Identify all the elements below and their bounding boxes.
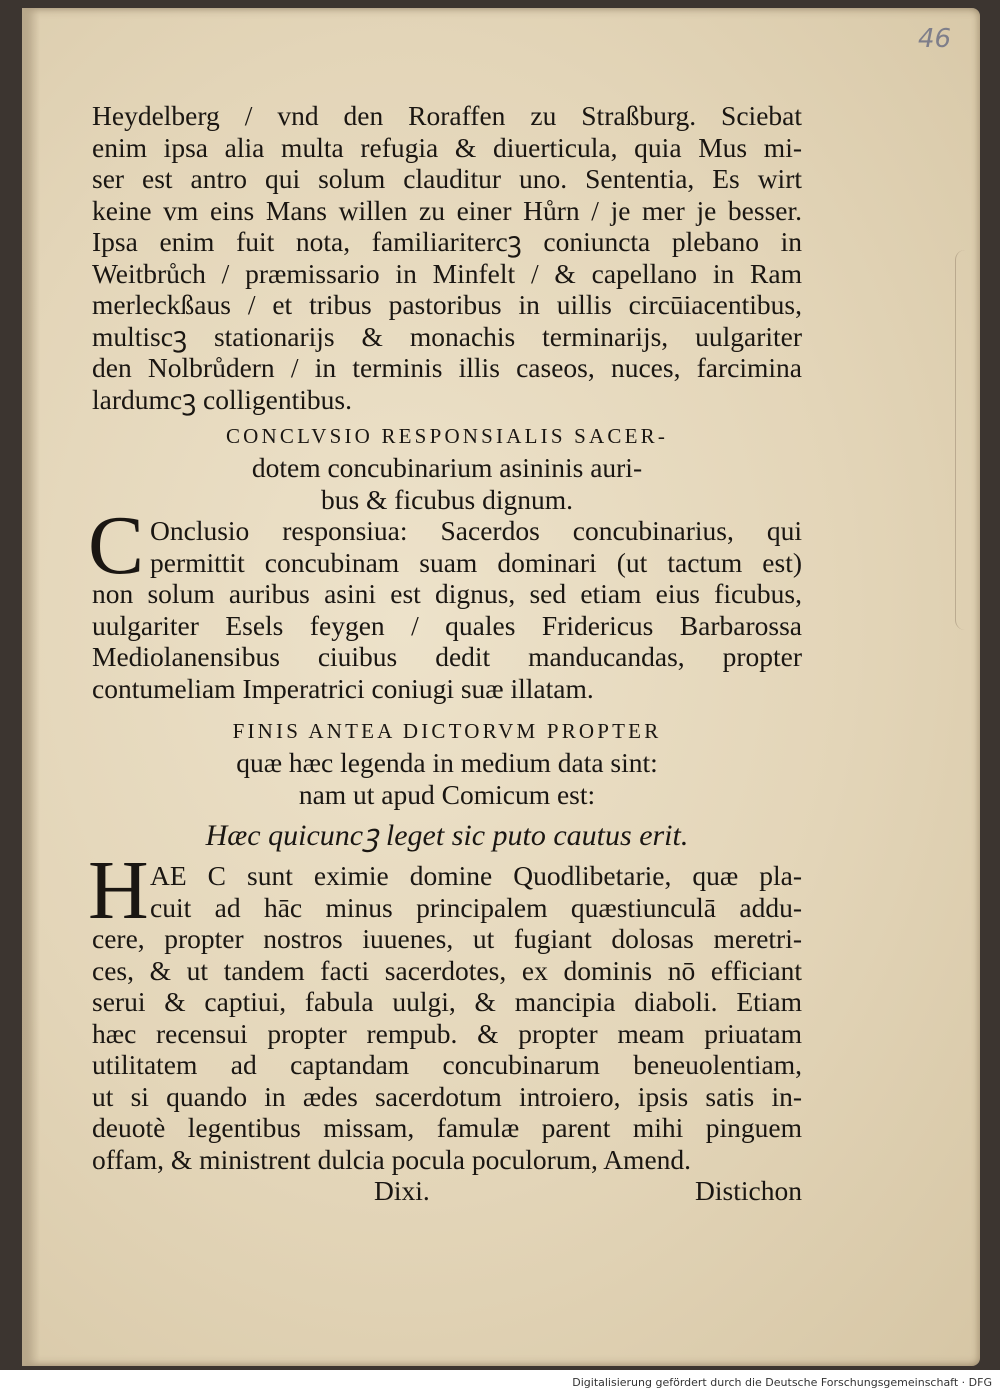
page-edge-mark [955, 250, 976, 630]
text-line: Weitbrůch / præmissario in Minfelt / & capellano in Ram [92, 257, 802, 289]
paragraph-1 [92, 100, 802, 415]
text-line: Ipsa enim fuit nota, familiaritercꝫ coniuncta plebano in [92, 226, 802, 257]
text-line: permittit concubinam suam dominari (ut tactum est) [150, 546, 802, 578]
page-text [88, 100, 802, 1209]
text-line: ut si quando in ædes sacerdotum introiero, ipsis satis in- [92, 1080, 802, 1112]
text-line: keine vm eins Mans willen zu einer Hůrn / je mer je besser. [92, 194, 802, 226]
signoff-line [92, 1175, 802, 1209]
text-line-last: offam, & ministrent dulcia pocula poculorum, Amend. [92, 1143, 692, 1175]
text-line-last: lardumcꝫ colligentibus. [92, 383, 352, 415]
heading-line: nam ut apud Comicum est: [298, 778, 596, 810]
footer-bar [0, 1370, 1000, 1395]
italic-motto: Hæc quicuncꝫ leget sic puto cautus erit. [205, 819, 689, 852]
text-line: cuit ad hāc minus principalem quæstiunculā addu- [150, 891, 802, 923]
heading-line: bus & ficubus dignum. [320, 483, 574, 515]
page-gutter-shadow [22, 8, 40, 1366]
text-line: Heydelberg / vnd den Roraffen zu Straßburg. Sciebat [92, 100, 802, 131]
folio-number: 46 [918, 24, 952, 54]
text-line: AE C sunt eximie domine Quodlibetarie, quæ pla- [150, 860, 802, 891]
text-line: merleckßaus / et tribus pastoribus in uillis circūiacentibus, [92, 289, 802, 320]
text-line: Mediolanensibus ciuibus dedit manducandas, propter [92, 641, 802, 672]
text-line: utilitatem ad captandam concubinarum beneuolentiam, [92, 1049, 802, 1080]
section-heading-1 [92, 421, 802, 515]
text-line: ser est antro qui solum clauditur uno. Sententia, Es wirt [92, 163, 802, 194]
text-line: deuotè legentibus missam, famulæ parent mihi pinguem [92, 1112, 802, 1143]
text-line: den Nolbrůdern / in terminis illis caseos, nuces, farcimina [92, 352, 802, 383]
text-line: Onclusio responsiua: Sacerdos concubinarius, qui [150, 515, 802, 546]
section-heading-2 [92, 716, 802, 810]
text-line: uulgariter Esels feygen / quales Fridericus Barbarossa [92, 609, 802, 641]
text-line: enim ipsa alia multa refugia & diuerticula, quia Mus mi- [92, 131, 802, 163]
catchword: Distichon [695, 1175, 802, 1206]
text-line: serui & captiui, fabula uulgi, & mancipia diaboli. Etiam [92, 986, 802, 1017]
drop-cap: H [88, 844, 149, 937]
heading-line: dotem concubinarium asininis auri- [251, 452, 643, 483]
heading-caps: FINIS ANTEA DICTORVM PROPTER [232, 719, 662, 743]
text-line: ces, & ut tandem facti sacerdotes, ex dominis nō efficiant [92, 954, 802, 986]
signoff-dixi: Dixi. [374, 1175, 430, 1206]
heading-caps: CONCLVSIO RESPONSIALIS SACER- [225, 424, 669, 448]
text-line: non solum auribus asini est dignus, sed etiam eius ficubus, [92, 578, 802, 609]
text-line-last: contumeliam Imperatrici coniugi suæ illatam. [92, 672, 594, 704]
text-line: hæc recensui propter rempub. & propter meam priuatam [92, 1017, 802, 1049]
dfg-credit: Digitalisierung gefördert durch die Deutsche Forschungsgemeinschaft · DFG [572, 1376, 992, 1389]
heading-line: quæ hæc legenda in medium data sint: [236, 747, 658, 778]
drop-cap: C [88, 499, 145, 592]
text-line: multiscꝫ stationarijs & monachis terminarijs, uulgariter [92, 320, 802, 352]
text-line: cere, propter nostros iuuenes, ut fugiant dolosas meretri- [92, 923, 802, 954]
paragraph-3 [88, 844, 802, 1175]
